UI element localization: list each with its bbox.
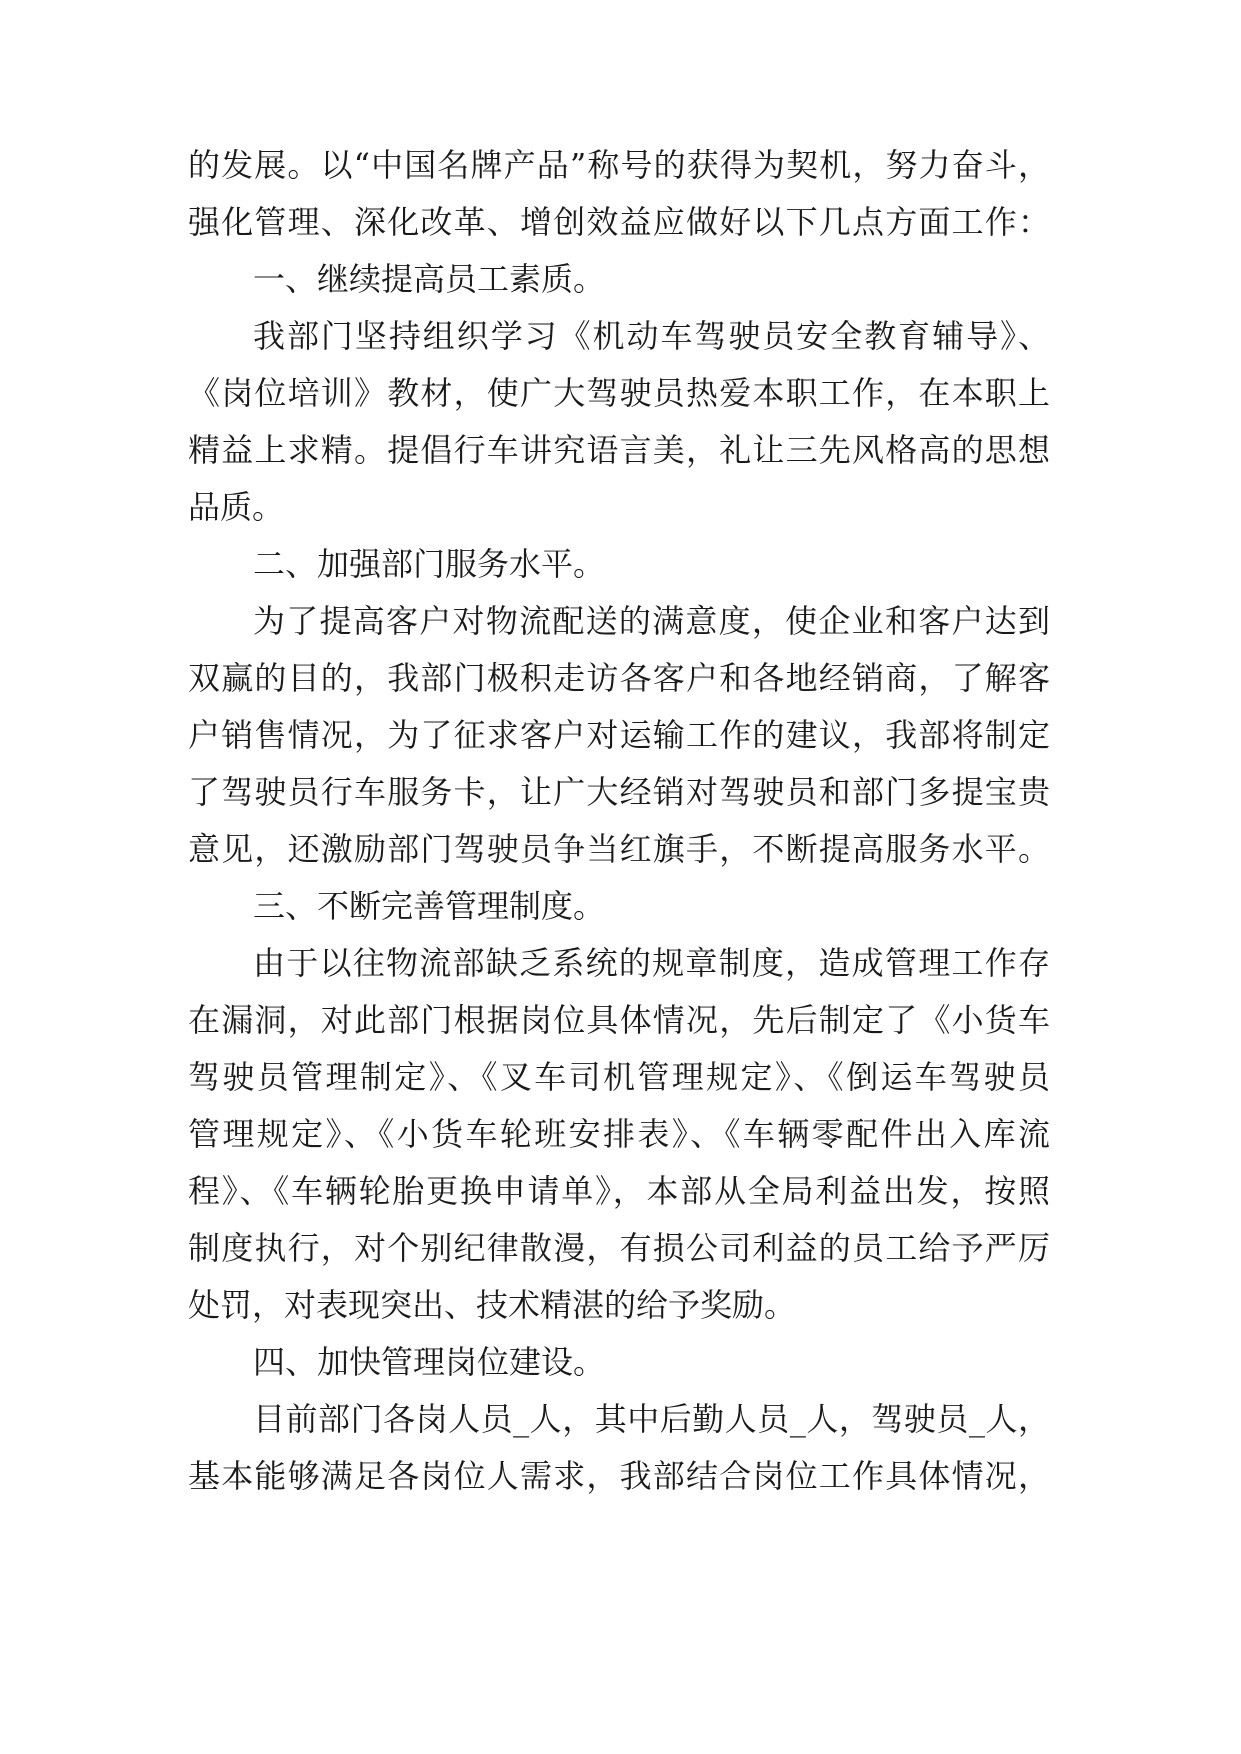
- body-line: 在漏洞，对此部门根据岗位具体情况，先后制定了《小货车: [188, 1001, 1050, 1039]
- body-line: 程》、《车辆轮胎更换申请单》，本部从全局利益出发，按照: [188, 1172, 1050, 1210]
- body-line: 强化管理、深化改革、增创效益应做好以下几点方面工作：: [188, 203, 1050, 241]
- body-line: 了驾驶员行车服务卡，让广大经销对驾驶员和部门多提宝贵: [188, 773, 1050, 811]
- body-line: 《岗位培训》教材，使广大驾驶员热爱本职工作，在本职上: [188, 374, 1050, 412]
- body-line: 驾驶员管理制定》、《叉车司机管理规定》、《倒运车驾驶员: [188, 1058, 1050, 1096]
- body-line: 为了提高客户对物流配送的满意度，使企业和客户达到: [253, 602, 1050, 640]
- body-line: 制度执行，对个别纪律散漫，有损公司利益的员工给予严厉: [188, 1229, 1050, 1267]
- section-heading: 三、不断完善管理制度。: [253, 887, 606, 925]
- body-line: 品质。: [188, 488, 285, 526]
- section-heading: 四、加快管理岗位建设。: [253, 1343, 606, 1381]
- section-heading: 一、继续提高员工素质。: [253, 260, 606, 298]
- body-line: 我部门坚持组织学习《机动车驾驶员安全教育辅导》、: [253, 317, 1050, 355]
- section-heading: 二、加强部门服务水平。: [253, 545, 606, 583]
- body-line: 的发展。以“中国名牌产品”称号的获得为契机，努力奋斗，: [188, 146, 1050, 184]
- body-line: 精益上求精。提倡行车讲究语言美，礼让三先风格高的思想: [188, 431, 1050, 469]
- body-line: 双赢的目的，我部门极积走访各客户和各地经销商，了解客: [188, 659, 1050, 697]
- body-line: 户销售情况，为了征求客户对运输工作的建议，我部将制定: [188, 716, 1050, 754]
- body-line: 基本能够满足各岗位人需求，我部结合岗位工作具体情况，: [188, 1457, 1050, 1495]
- body-line: 由于以往物流部缺乏系统的规章制度，造成管理工作存: [253, 944, 1050, 982]
- body-line: 意见，还激励部门驾驶员争当红旗手，不断提高服务水平。: [188, 830, 1050, 868]
- body-line: 管理规定》、《小货车轮班安排表》、《车辆零配件出入库流: [188, 1115, 1050, 1153]
- body-line: 目前部门各岗人员_人，其中后勤人员_人，驾驶员_人，: [253, 1400, 1050, 1438]
- body-line: 处罚，对表现突出、技术精湛的给予奖励。: [188, 1286, 797, 1324]
